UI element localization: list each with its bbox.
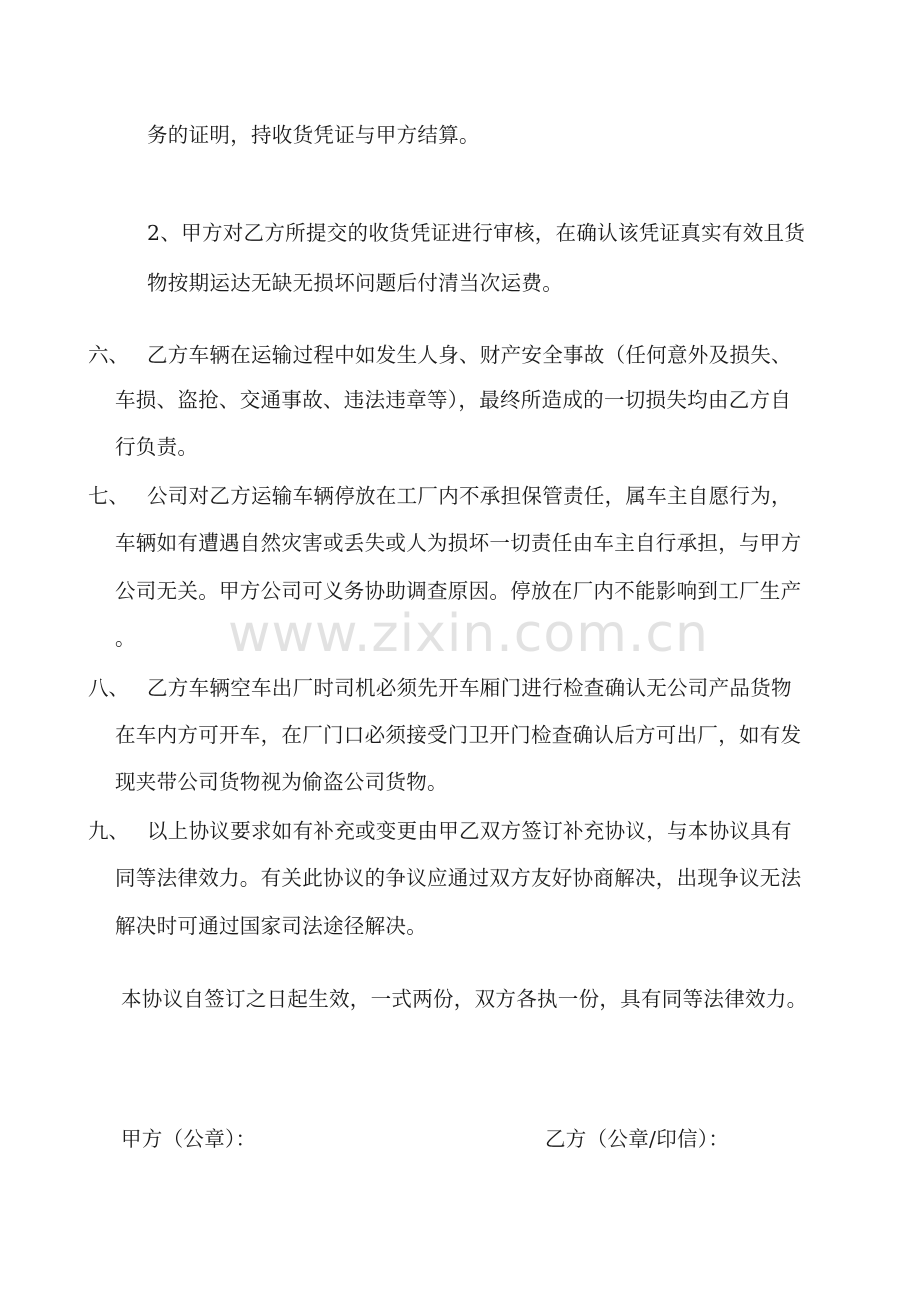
clause9-line2: 同等法律效力。有关此协议的争议应通过双方友好协商解决，出现争议无法 <box>115 866 802 890</box>
watermark-text: www.zixin.com.cn <box>228 604 709 664</box>
clause5-item2-line2: 物按期运达无缺无损坏问题后付清当次运费。 <box>147 271 563 295</box>
clause6-number: 六、 <box>88 343 129 367</box>
clause9-line1: 以上协议要求如有补充或变更由甲乙双方签订补充协议，与本协议具有 <box>147 819 792 843</box>
clause8-line2: 在车内方可开车，在厂门口必须接受门卫开门检查确认后方可出厂，如有发 <box>115 723 802 747</box>
clause7-number: 七、 <box>88 484 129 508</box>
clause6-line2: 车损、盗抢、交通事故、违法违章等），最终所造成的一切损失均由乙方自 <box>115 388 792 412</box>
clause6-line3: 行负责。 <box>115 435 199 459</box>
clause7-line3: 公司无关。甲方公司可义务协助调查原因。停放在厂内不能影响到工厂生产 <box>115 579 802 603</box>
clause5-item2-line1: 2、甲方对乙方所提交的收货凭证进行审核，在确认该凭证真实有效且货 <box>147 221 806 245</box>
clause9-number: 九、 <box>88 819 129 843</box>
signature-party-a: 甲方（公章）： <box>121 1127 257 1151</box>
clause6-line1: 乙方车辆在运输过程中如发生人身、财产安全事故（任何意外及损失、 <box>147 343 792 367</box>
clause8-number: 八、 <box>88 676 129 700</box>
clause9-line3: 解决时可通过国家司法途径解决。 <box>115 914 427 938</box>
clause7-line4: 。 <box>115 626 136 650</box>
clause8-line3: 现夹带公司货物视为偷盗公司货物。 <box>115 770 448 794</box>
clause8-line1: 乙方车辆空车出厂时司机必须先开车厢门进行检查确认无公司产品货物 <box>147 676 792 700</box>
clause5-line1: 务的证明，持收货凭证与甲方结算。 <box>147 123 480 147</box>
signature-party-b: 乙方（公章/印信）： <box>545 1127 730 1151</box>
clause7-line1: 公司对乙方运输车辆停放在工厂内不承担保管责任，属车主自愿行为， <box>147 484 792 508</box>
effective-statement: 本协议自签订之日起生效，一式两份，双方各执一份，具有同等法律效力。 <box>121 987 808 1011</box>
clause7-line2: 车辆如有遭遇自然灾害或丢失或人为损坏一切责任由车主自行承担，与甲方 <box>115 531 802 555</box>
